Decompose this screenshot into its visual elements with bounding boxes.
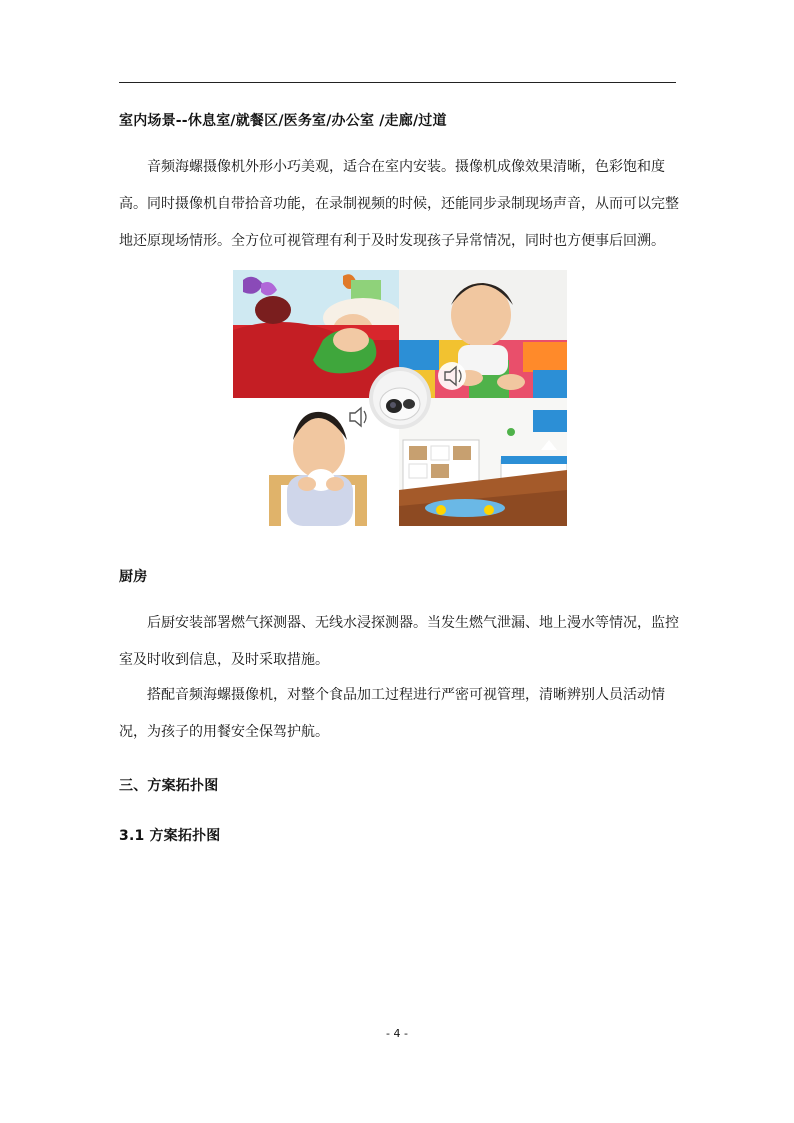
subsection-heading: 3.1 方案拓扑图 (119, 828, 221, 844)
kitchen-heading: 厨房 (119, 569, 148, 585)
indoor-heading: 室内场景--休息室/就餐区/医务室/办公室 /走廊/过道 (119, 113, 447, 129)
camera-scene-photo (233, 270, 567, 526)
header-rule (119, 82, 676, 83)
kitchen-paragraph-1: 后厨安装部署燃气探测器、无线水浸探测器。当发生燃气泄漏、地上漫水等情况，监控室及时收到信息，及时采取措施。 (119, 615, 679, 668)
speaker-icon (438, 362, 466, 390)
kitchen-paragraph-2: 搭配音频海螺摄像机，对整个食品加工过程进行严密可视管理，清晰辨别人员活动情况，为孩子的用餐安全保驾护航。 (119, 687, 665, 740)
chapter-heading: 三、方案拓扑图 (119, 778, 219, 794)
page-number: - 4 - (386, 1027, 408, 1040)
speaker-icon (344, 404, 370, 430)
indoor-paragraph: 音频海螺摄像机外形小巧美观，适合在室内安装。摄像机成像效果清晰，色彩饱和度高。同时摄像机自带拾音功能，在录制视频的时候，还能同步录制现场声音，从而可以完整地还原现场情形。全方位可视管理有利于及时发现孩子异常情况，同时也方便事后回溯。 (119, 159, 679, 249)
toddler-eating-scene (233, 398, 399, 526)
dome-camera-icon (369, 367, 431, 429)
